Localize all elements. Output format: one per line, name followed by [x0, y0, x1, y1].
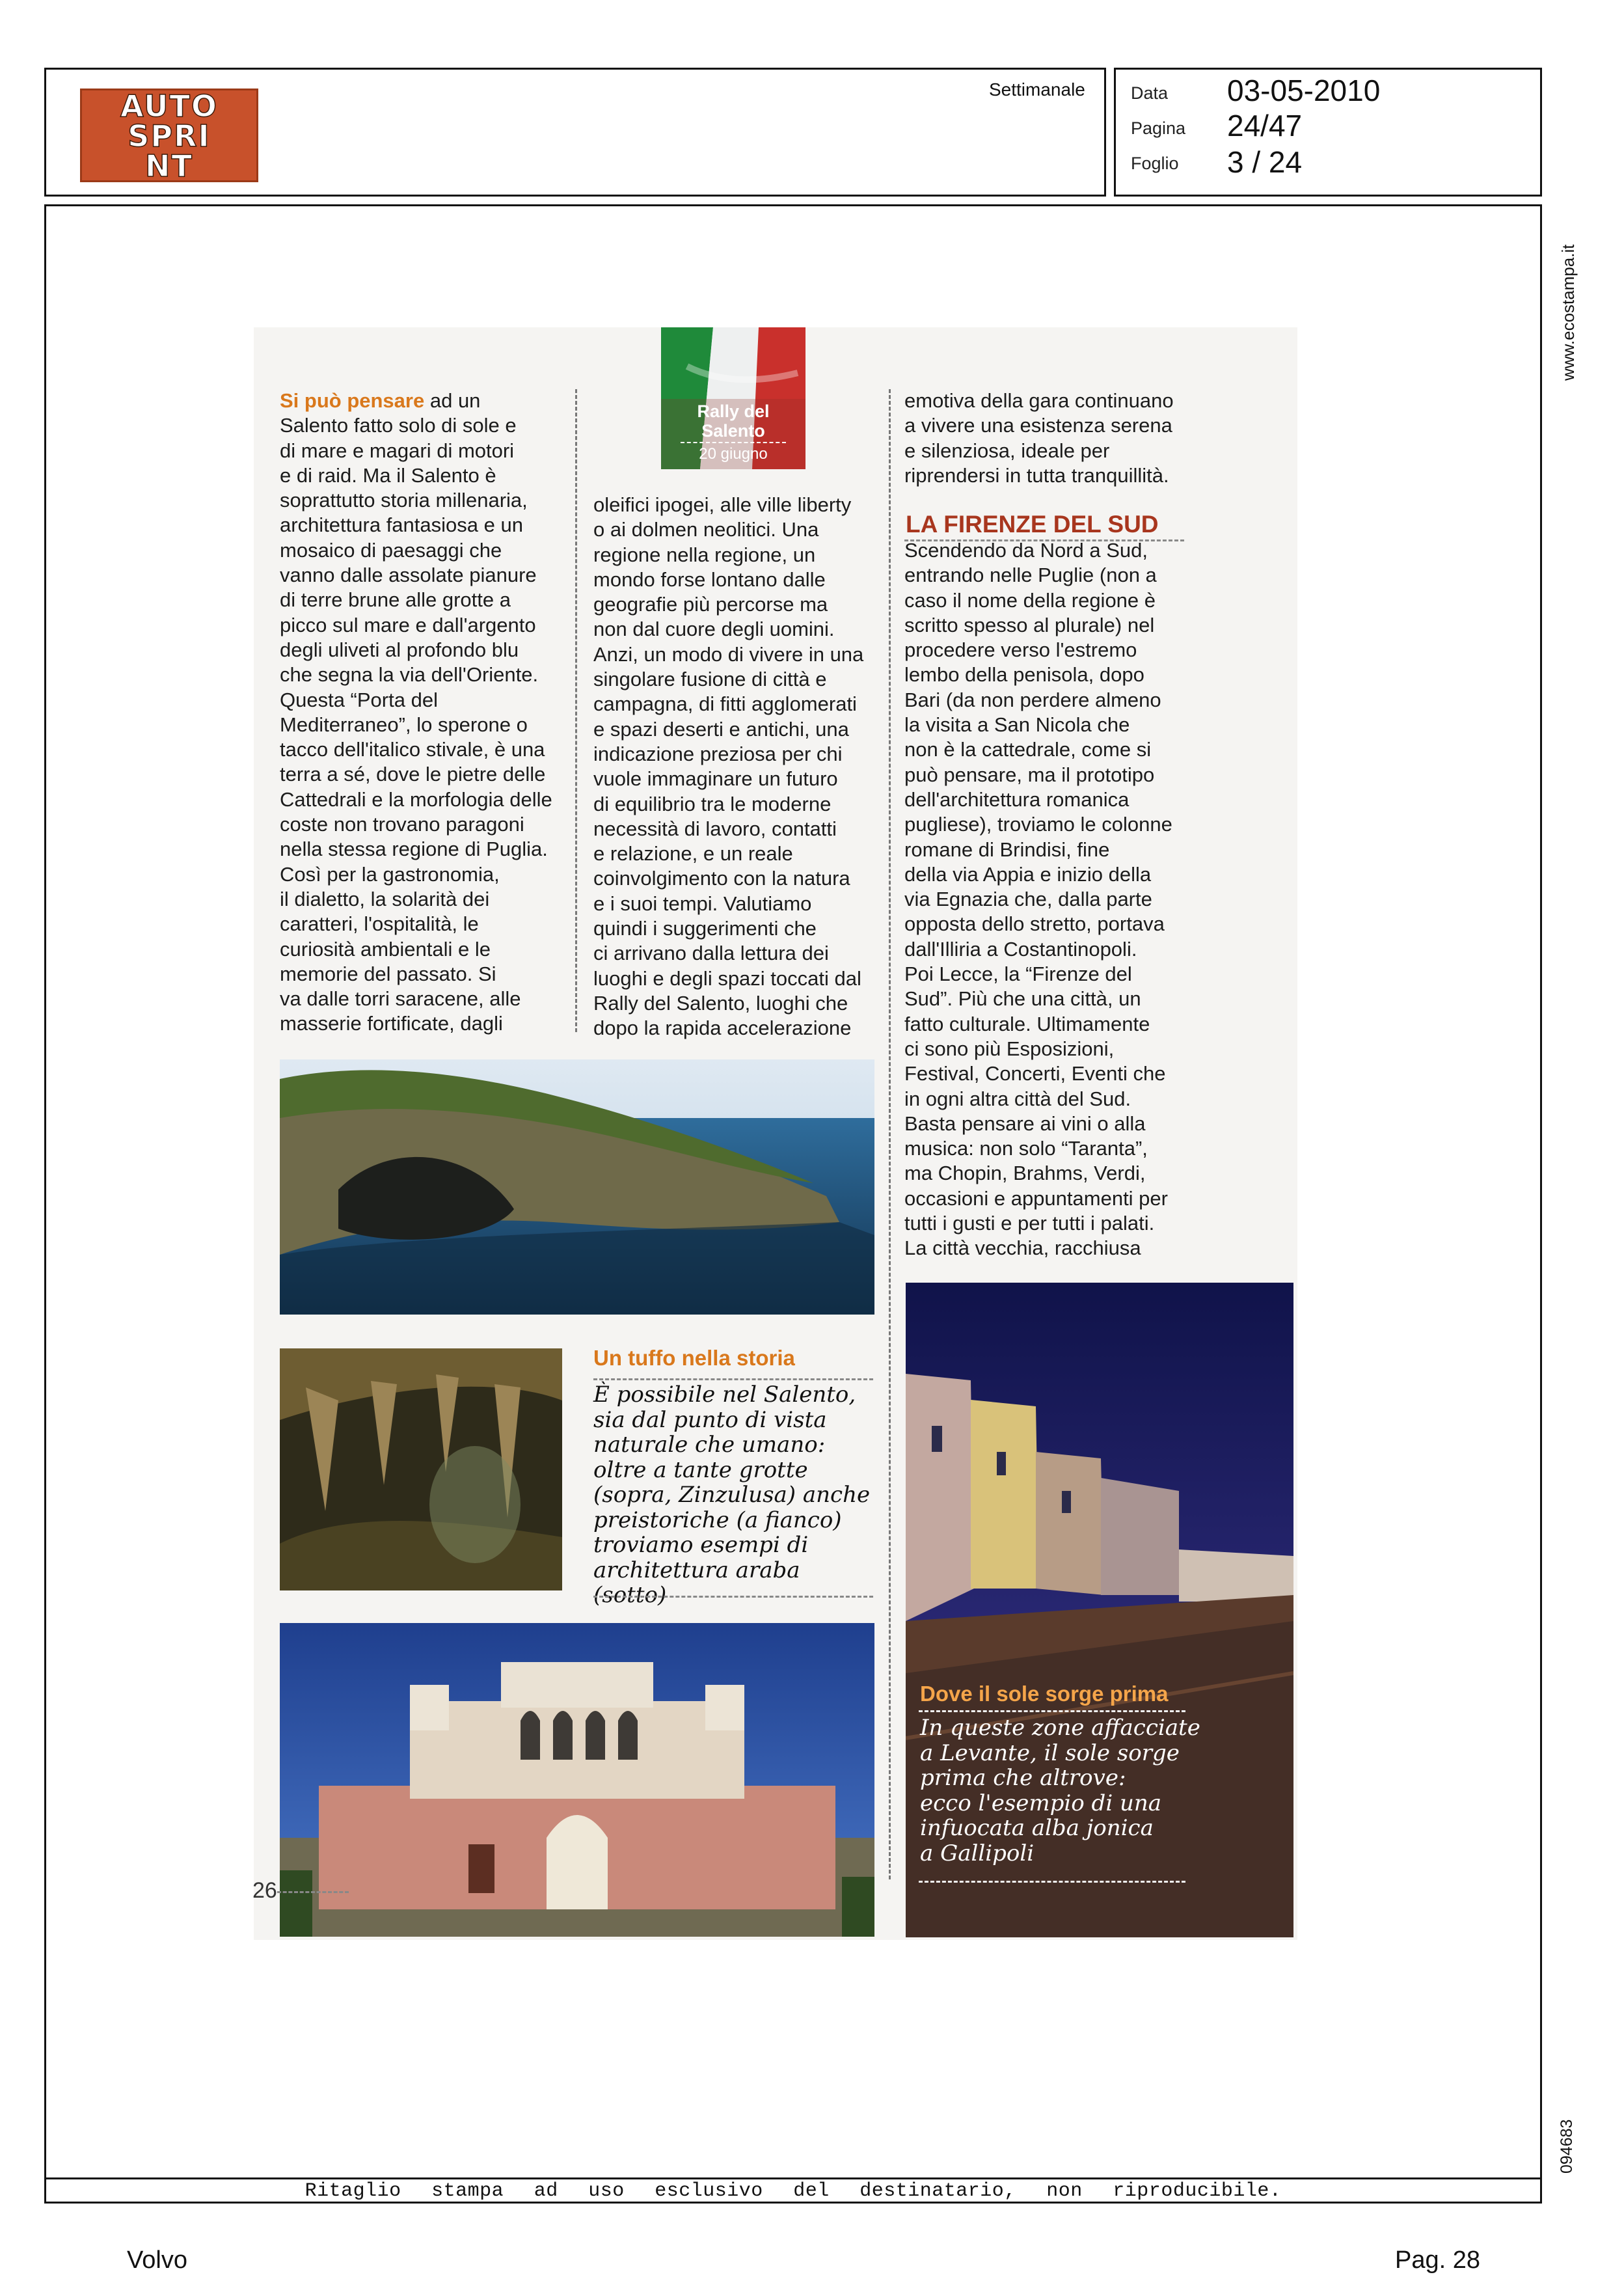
box-2-bottom-rule	[919, 1881, 1185, 1883]
villa-photo	[280, 1623, 874, 1937]
badge-date: 20 giugno	[699, 445, 768, 463]
rally-badge	[661, 327, 805, 469]
box-2-caption: In queste zone affacciate a Levante, il sole sorge prima che altrove: ecco l'esempio di una infuocata alba jonica a Gallipoli	[920, 1715, 1200, 1866]
side-code: 094683	[1558, 2119, 1576, 2174]
box-2-title: Dove il sole sorge prima	[920, 1682, 1169, 1706]
box-1-bottom-rule	[593, 1596, 873, 1598]
footer-note: Ritaglio stampa ad uso esclusivo del destinatario, non riproducibile.	[304, 2180, 1282, 2202]
column-divider-2	[889, 389, 891, 1879]
box-1-top-rule	[593, 1378, 873, 1380]
column-1-text: ad un Salento fatto solo di sole e di mare e magari di motori e di raid. Ma il Salento è soprattutto storia millenaria, architettura fantasiosa e un mosaico di paesaggi che vanno dalle assolate pianure di terre brune alle grotte a picco sul mare e dall'argento degli uliveti al profondo blu che segna la via dell'Oriente. Questa “Porta del Mediterraneo”, lo sperone o tacco dell'italico stivale, è una terra a sé, dove le pietre delle Cattedrali e la morfologia delle coste non trovano paragoni nella stessa regione di Puglia. Così per la gastronomia, il dialetto, la solarità dei caratteri, l'ospitalità, le curiosità ambientali e le memorie del passato. Si va dalle torri saracene, alle masserie fortificate, dagli	[280, 389, 552, 1035]
cave-photo	[280, 1348, 562, 1590]
meta-label-pagina: Pagina	[1131, 118, 1186, 138]
badge-line-2: Salento	[701, 421, 765, 441]
autosprint-logo	[80, 89, 258, 182]
footer-divider	[44, 2177, 1542, 2179]
meta-value-pagina: 24/47	[1227, 109, 1303, 143]
page-number-rule	[277, 1891, 349, 1893]
meta-value-data: 03-05-2010	[1227, 74, 1381, 107]
coast-cliff-photo	[280, 1059, 874, 1315]
side-url: www.ecostampa.it	[1558, 244, 1578, 381]
meta-label-foglio: Foglio	[1131, 154, 1179, 173]
lead-in: Si può pensare	[280, 389, 425, 412]
column-3-text: Scendendo da Nord a Sud, entrando nelle Puglie (non a caso il nome della regione è scritto spesso al plurale) nel procedere verso l'estremo lembo della penisola, dopo Bari (da non perdere almeno la visita a San Nicola che non è la cattedrale, come si può pensare, ma il prototipo dell'architettura romanica pugliese), troviamo le colonne romane di Brindisi, fine della via Appia e inizio della via Egnazia che, dalla parte opposta dello stretto, portava dall'Illiria a Costantinopoli. Poi Lecce, la “Firenze del Sud”. Più che una città, un fatto culturale. Ultimamente ci sono più Esposizioni, Festival, Concerti, Eventi che in ogni altra città del Sud. Basta pensare ai vini o alla musica: non solo “Taranta”, ma Chopin, Brahms, Verdi, occasioni e appuntamenti per tutti i gusti e per tutti i palati. La città vecchia, racchiusa	[904, 539, 1172, 1260]
meta-value-foglio: 3 / 24	[1227, 145, 1303, 179]
box-1-caption: È possibile nel Salento, sia dal punto di vista naturale che umano: oltre a tante grotte (sopra, Zinzulusa) anche preistoriche (a fianco) troviamo esempi di architettura araba (sotto)	[593, 1382, 871, 1608]
meta-label-data: Data	[1131, 83, 1169, 103]
column-2-text: oleifici ipogei, alle ville liberty o ai dolmen neolitici. Una regione nella regione, un mondo forse lontano dalle geografie più percorse ma non dal cuore degli uomini. Anzi, un modo di vivere in una singolare fusione di città e campagna, di fitti agglomerati e spazi deserti e antichi, una indicazione preziosa per chi vuole immaginare un futuro di equilibrio tra le moderne necessità di lavoro, contatti e relazione, e un reale coinvolgimento con la natura e i suoi tempi. Valutiamo quindi i suggerimenti che ci arrivano dalla lettura dei luoghi e degli spazi toccati dal Rally del Salento, luoghi che dopo la rapida accelerazione	[593, 493, 864, 1040]
box-2-top-rule	[919, 1710, 1185, 1712]
badge-line-1: Rally del	[697, 402, 770, 421]
box-1-title: Un tuffo nella storia	[593, 1346, 795, 1370]
logo-line-1: AUTO	[120, 89, 219, 124]
bottom-right-label: Pag. 28	[1395, 2246, 1480, 2274]
article-column-1	[280, 389, 566, 1037]
column-divider-1	[575, 389, 577, 1032]
bottom-left-label: Volvo	[127, 2246, 187, 2274]
badge-divider	[681, 442, 786, 443]
logo-line-2: SPRI	[128, 118, 211, 154]
logo-line-3: NT	[145, 148, 193, 184]
periodicity-label: Settimanale	[989, 79, 1085, 100]
section-heading: LA FIRENZE DEL SUD	[906, 511, 1159, 538]
page-number: 26	[252, 1878, 277, 1903]
column-3-top-text: emotiva della gara continuano a vivere una esistenza serena e silenziosa, ideale per riprendersi in tutta tranquillità.	[904, 389, 1174, 487]
